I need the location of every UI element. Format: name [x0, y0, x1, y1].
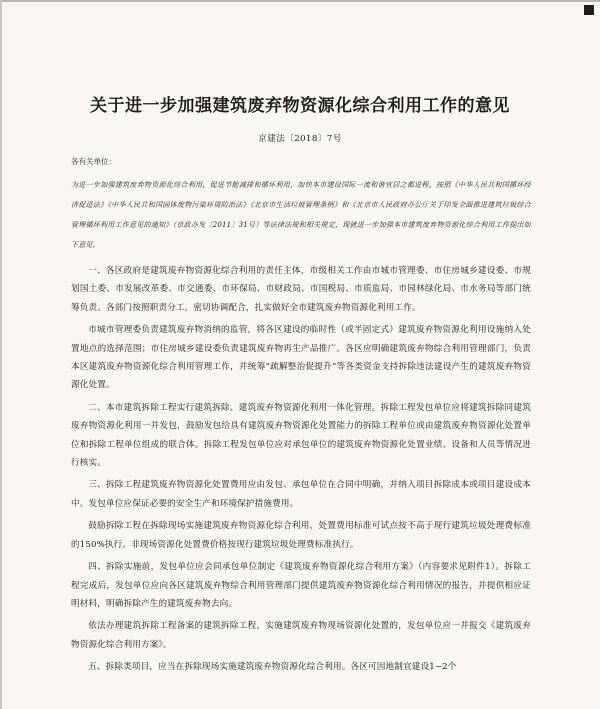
- body-paragraph: 五、拆除类项目，应当在拆除现场实施建筑废弃物资源化综合利用。各区可因地制宜建设1~2个: [88, 662, 457, 673]
- corner-mark: [584, 5, 594, 15]
- body-paragraph: 三、拆除工程建筑废弃物资源化处置费用应由发包、承包单位在合同中明确，并纳入项目拆除成本或项目建设成本中。发包单位应保证必要的安全生产和环境保护措施费用。: [71, 480, 531, 509]
- body-paragraph: 二、本市建筑拆除工程实行建筑拆除、建筑废弃物资源化利用一体化管理。拆除工程发包单位应将建筑拆除同建筑废弃物资源化利用一并发包，鼓励发包给具有建筑废弃物资源化处置能力的拆除工程单位或由建筑废弃物资源化处置单位和拆除工程单位组成的联合体。拆除工程发包单位应对承包单位的建筑废弃物资源化处置业绩、设备和人员等情况进行核实。: [71, 402, 531, 469]
- body-paragraph: 鼓励拆除工程在拆除现场实施建筑废弃物资源化综合利用，处置费用标准可试点按不高于现行建筑垃圾处理费标准的150%执行。非现场资源化处置费价格按现行建筑垃圾处理费标准执行。: [71, 521, 531, 550]
- scan-edge-top: [0, 0, 600, 2]
- document-body: [71, 262, 531, 677]
- scan-edge-left: [0, 0, 2, 709]
- addressee: 各有关单位：: [71, 157, 116, 166]
- document-number: 京建法〔2018〕7号: [258, 134, 342, 144]
- document-title: 关于进一步加强建筑废弃物资源化综合利用工作的意见: [90, 96, 510, 116]
- body-paragraph: 依法办理建筑拆除工程备案的建筑拆除工程，实施建筑废弃物现场资源化处置的，发包单位应一并报交《建筑废弃物资源化综合利用方案》。: [71, 621, 531, 650]
- body-paragraph: 市城市管理委负责建筑废弃物消纳的监管，将各区建设的临时性（或半固定式）建筑废弃物资源化利用设施纳入处置地点的选择范围；市住房城乡建设委负责建筑废弃物再生产品推广。各区应明确建筑废弃物综合利用管理部门，负责本区建筑废弃物资源化综合利用管理工作，并统筹“疏解整治促提升”等各类资金支持拆除违法建设产生的建筑废弃物资源化处置。: [71, 325, 531, 391]
- preface-paragraph: 为进一步加强建筑废弃物资源化综合利用，促进节能减排和循环利用，加快本市建设国际一流和谐宜居之都进程，按照《中华人民共和国循环经济促进法》《中华人民共和国固体废物污染环境防治法》《北京市生活垃圾管理条例》和《北京市人民政府办公厅关于印发全面推进建筑垃圾综合管理循环利用工作意见的通知》（京政办发〔2011〕31号）等法律法规和相关规定，现就进一步加强本市建筑废弃物资源化综合利用工作提出如下意见。: [71, 181, 531, 249]
- body-paragraph: 四、拆除实施前，发包单位应会同承包单位制定《建筑废弃物资源化综合利用方案》（内容要求见附件1）。拆除工程完成后，发包单位应向各区建筑废弃物综合利用管理部门提供建筑废弃物资源化综合利用情况的报告，并提供相应证明材料，明确拆除产生的建筑废弃物去向。: [71, 562, 531, 609]
- body-paragraph: 一、各区政府是建筑废弃物资源化综合利用的责任主体，市级相关工作由市城市管理委、市住房城乡建设委、市规划国土委、市发展改革委、市交通委、市环保局、市财政局、市国税局、市质监局、市园林绿化局、市水务局等部门统筹负责。各部门按照职责分工，密切协调配合，扎实做好全市建筑废弃物资源化利用工作。: [71, 266, 531, 313]
